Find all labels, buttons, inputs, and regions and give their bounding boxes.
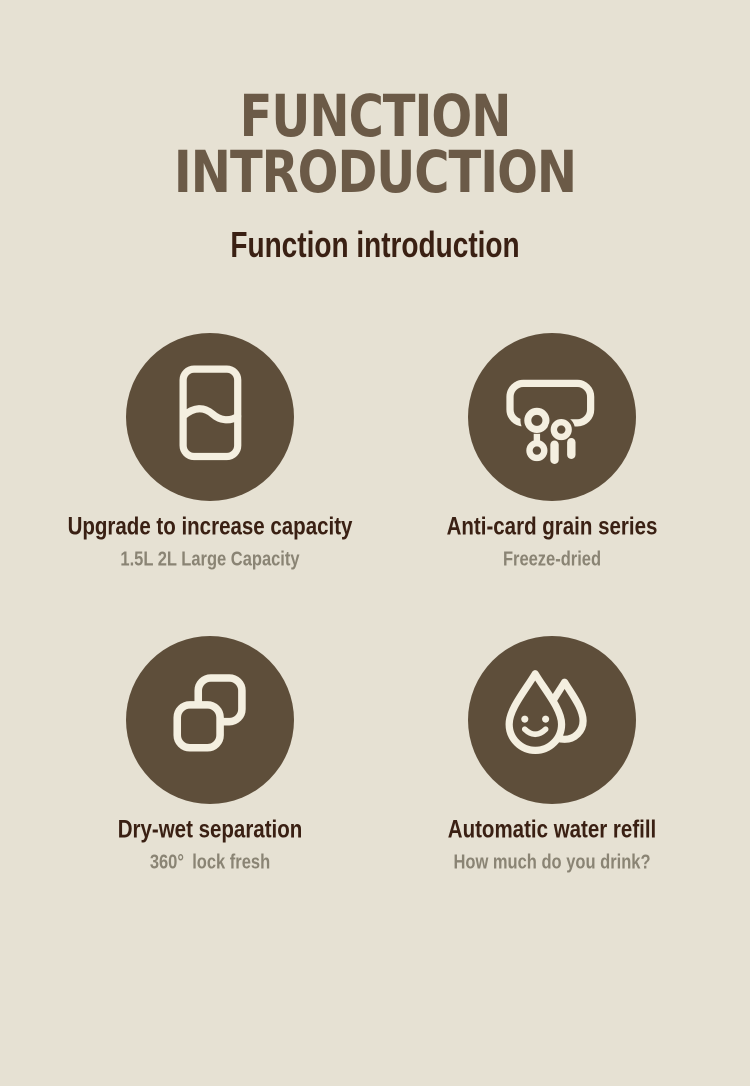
- feature-title: Dry-wet separation: [117, 815, 303, 844]
- feature-subtitle: Freeze-dried: [502, 547, 602, 571]
- feature-icon-circle: [126, 636, 294, 804]
- feature-upgrade-capacity: [39, 333, 381, 569]
- page-subtitle: Function introduction: [230, 224, 520, 265]
- feature-dry-wet-separation: [39, 636, 381, 872]
- feature-subtitle: How much do you drink?: [453, 850, 651, 874]
- feature-icon-circle: [468, 333, 636, 501]
- feature-icon-circle: [126, 333, 294, 501]
- page-title-line2: INTRODUCTION: [173, 139, 577, 207]
- feature-title: Anti-card grain series: [446, 512, 658, 541]
- page-title: [0, 83, 750, 207]
- water-container-level-icon: [126, 333, 294, 501]
- features-grid: [39, 333, 723, 872]
- feature-icon-circle: [468, 636, 636, 804]
- feature-subtitle: 1.5L 2L Large Capacity: [120, 547, 300, 571]
- page-header: [0, 83, 750, 265]
- feature-title: Automatic water refill: [447, 815, 657, 844]
- feature-automatic-water-refill: [381, 636, 723, 872]
- feature-title: Upgrade to increase capacity: [67, 512, 353, 541]
- feature-anti-card-grain: [381, 333, 723, 569]
- feature-subtitle: 360° lock fresh: [149, 850, 271, 874]
- smiling-water-drops-icon: [468, 636, 636, 804]
- page-title-line1: FUNCTION: [239, 83, 511, 151]
- overlapping-squares-icon: [126, 636, 294, 804]
- product-infographic-page: [0, 83, 750, 1086]
- food-dispenser-grains-icon: [468, 333, 636, 501]
